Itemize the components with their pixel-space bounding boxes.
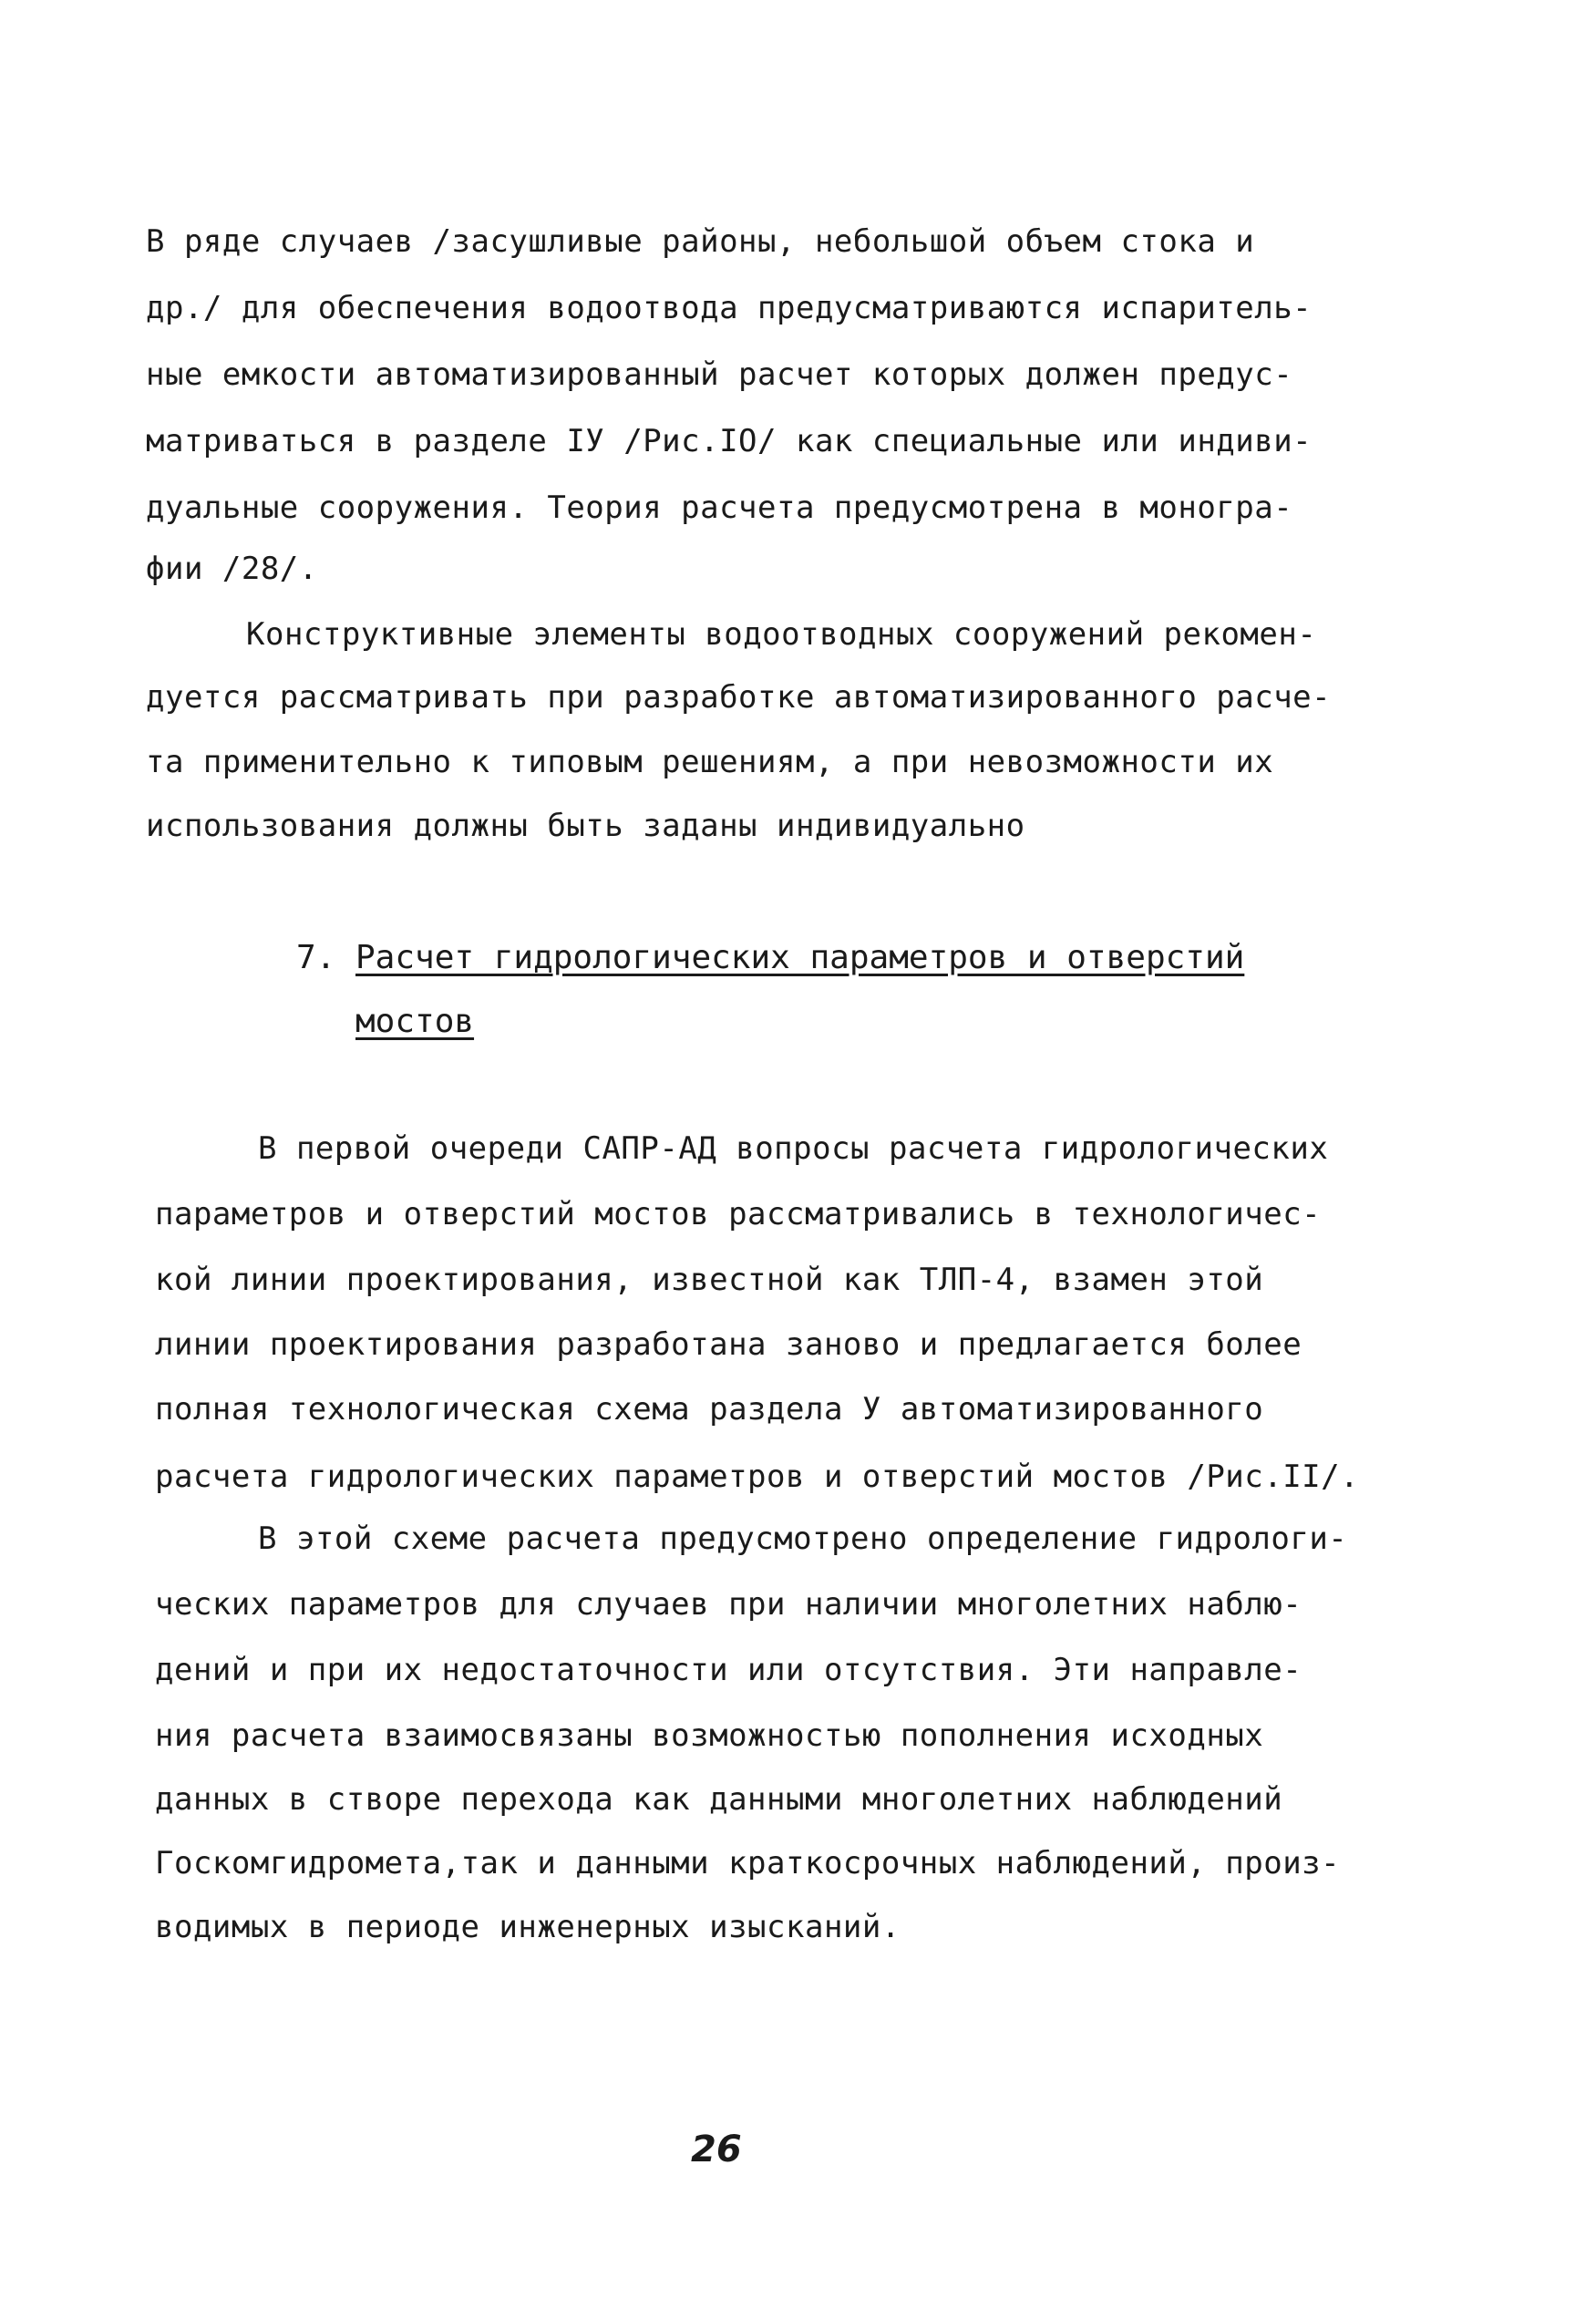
text-line: та применительно к типовым решениям, а при невозможности их bbox=[146, 744, 1274, 780]
section-number: 7. bbox=[296, 939, 336, 976]
text-line: данных в створе перехода как данными многолетних наблюдений bbox=[155, 1781, 1283, 1818]
text-line: дуальные сооружения. Теория расчета предусмотрена в моногра- bbox=[146, 490, 1293, 526]
text-line: В этой схеме расчета предусмотрено определение гидрологи- bbox=[258, 1521, 1348, 1557]
text-line: дений и при их недостаточности или отсутствия. Эти направле- bbox=[155, 1652, 1303, 1688]
section-title-line-2: мостов bbox=[355, 1003, 475, 1040]
page-number: 26 bbox=[691, 2129, 742, 2170]
text-line: В ряде случаев /засушливые районы, небольшой объем стока и bbox=[146, 223, 1255, 260]
text-line: кой линии проектирования, известной как ТЛП-4, взамен этой bbox=[155, 1262, 1264, 1298]
text-line: фии /28/. bbox=[146, 551, 318, 587]
text-line: параметров и отверстий мостов рассматривались в технологичес- bbox=[155, 1196, 1322, 1232]
text-line: водимых в периоде инженерных изысканий. bbox=[155, 1909, 901, 1945]
text-line: ния расчета взаимосвязаны возможностью пополнения исходных bbox=[155, 1717, 1264, 1754]
text-line: линии проектирования разработана заново и предлагается более bbox=[155, 1326, 1303, 1363]
text-line: Госкомгидромета,так и данными краткосрочных наблюдений, произ- bbox=[155, 1845, 1341, 1881]
text-line: Конструктивные элементы водоотводных сооружений рекомен- bbox=[246, 616, 1317, 653]
text-line: полная технологическая схема раздела У автоматизированного bbox=[155, 1391, 1264, 1428]
text-line: др./ для обеспечения водоотвода предусматриваются испаритель- bbox=[146, 290, 1313, 326]
text-line: ные емкости автоматизированный расчет которых должен предус- bbox=[146, 356, 1293, 393]
section-title-line-1: Расчет гидрологических параметров и отверстий bbox=[355, 939, 1245, 976]
text-line: дуется рассматривать при разработке автоматизированного расче- bbox=[146, 679, 1332, 716]
text-line: расчета гидрологических параметров и отверстий мостов /Рис.II/. bbox=[155, 1459, 1360, 1495]
text-line: В первой очереди САПР-АД вопросы расчета гидрологических bbox=[258, 1130, 1329, 1167]
text-line: использования должны быть заданы индивидуально bbox=[146, 808, 1025, 844]
text-line: ческих параметров для случаев при наличии многолетних наблю- bbox=[155, 1586, 1303, 1623]
text-line: матриваться в разделе IУ /Рис.IO/ как специальные или индиви- bbox=[146, 423, 1313, 459]
